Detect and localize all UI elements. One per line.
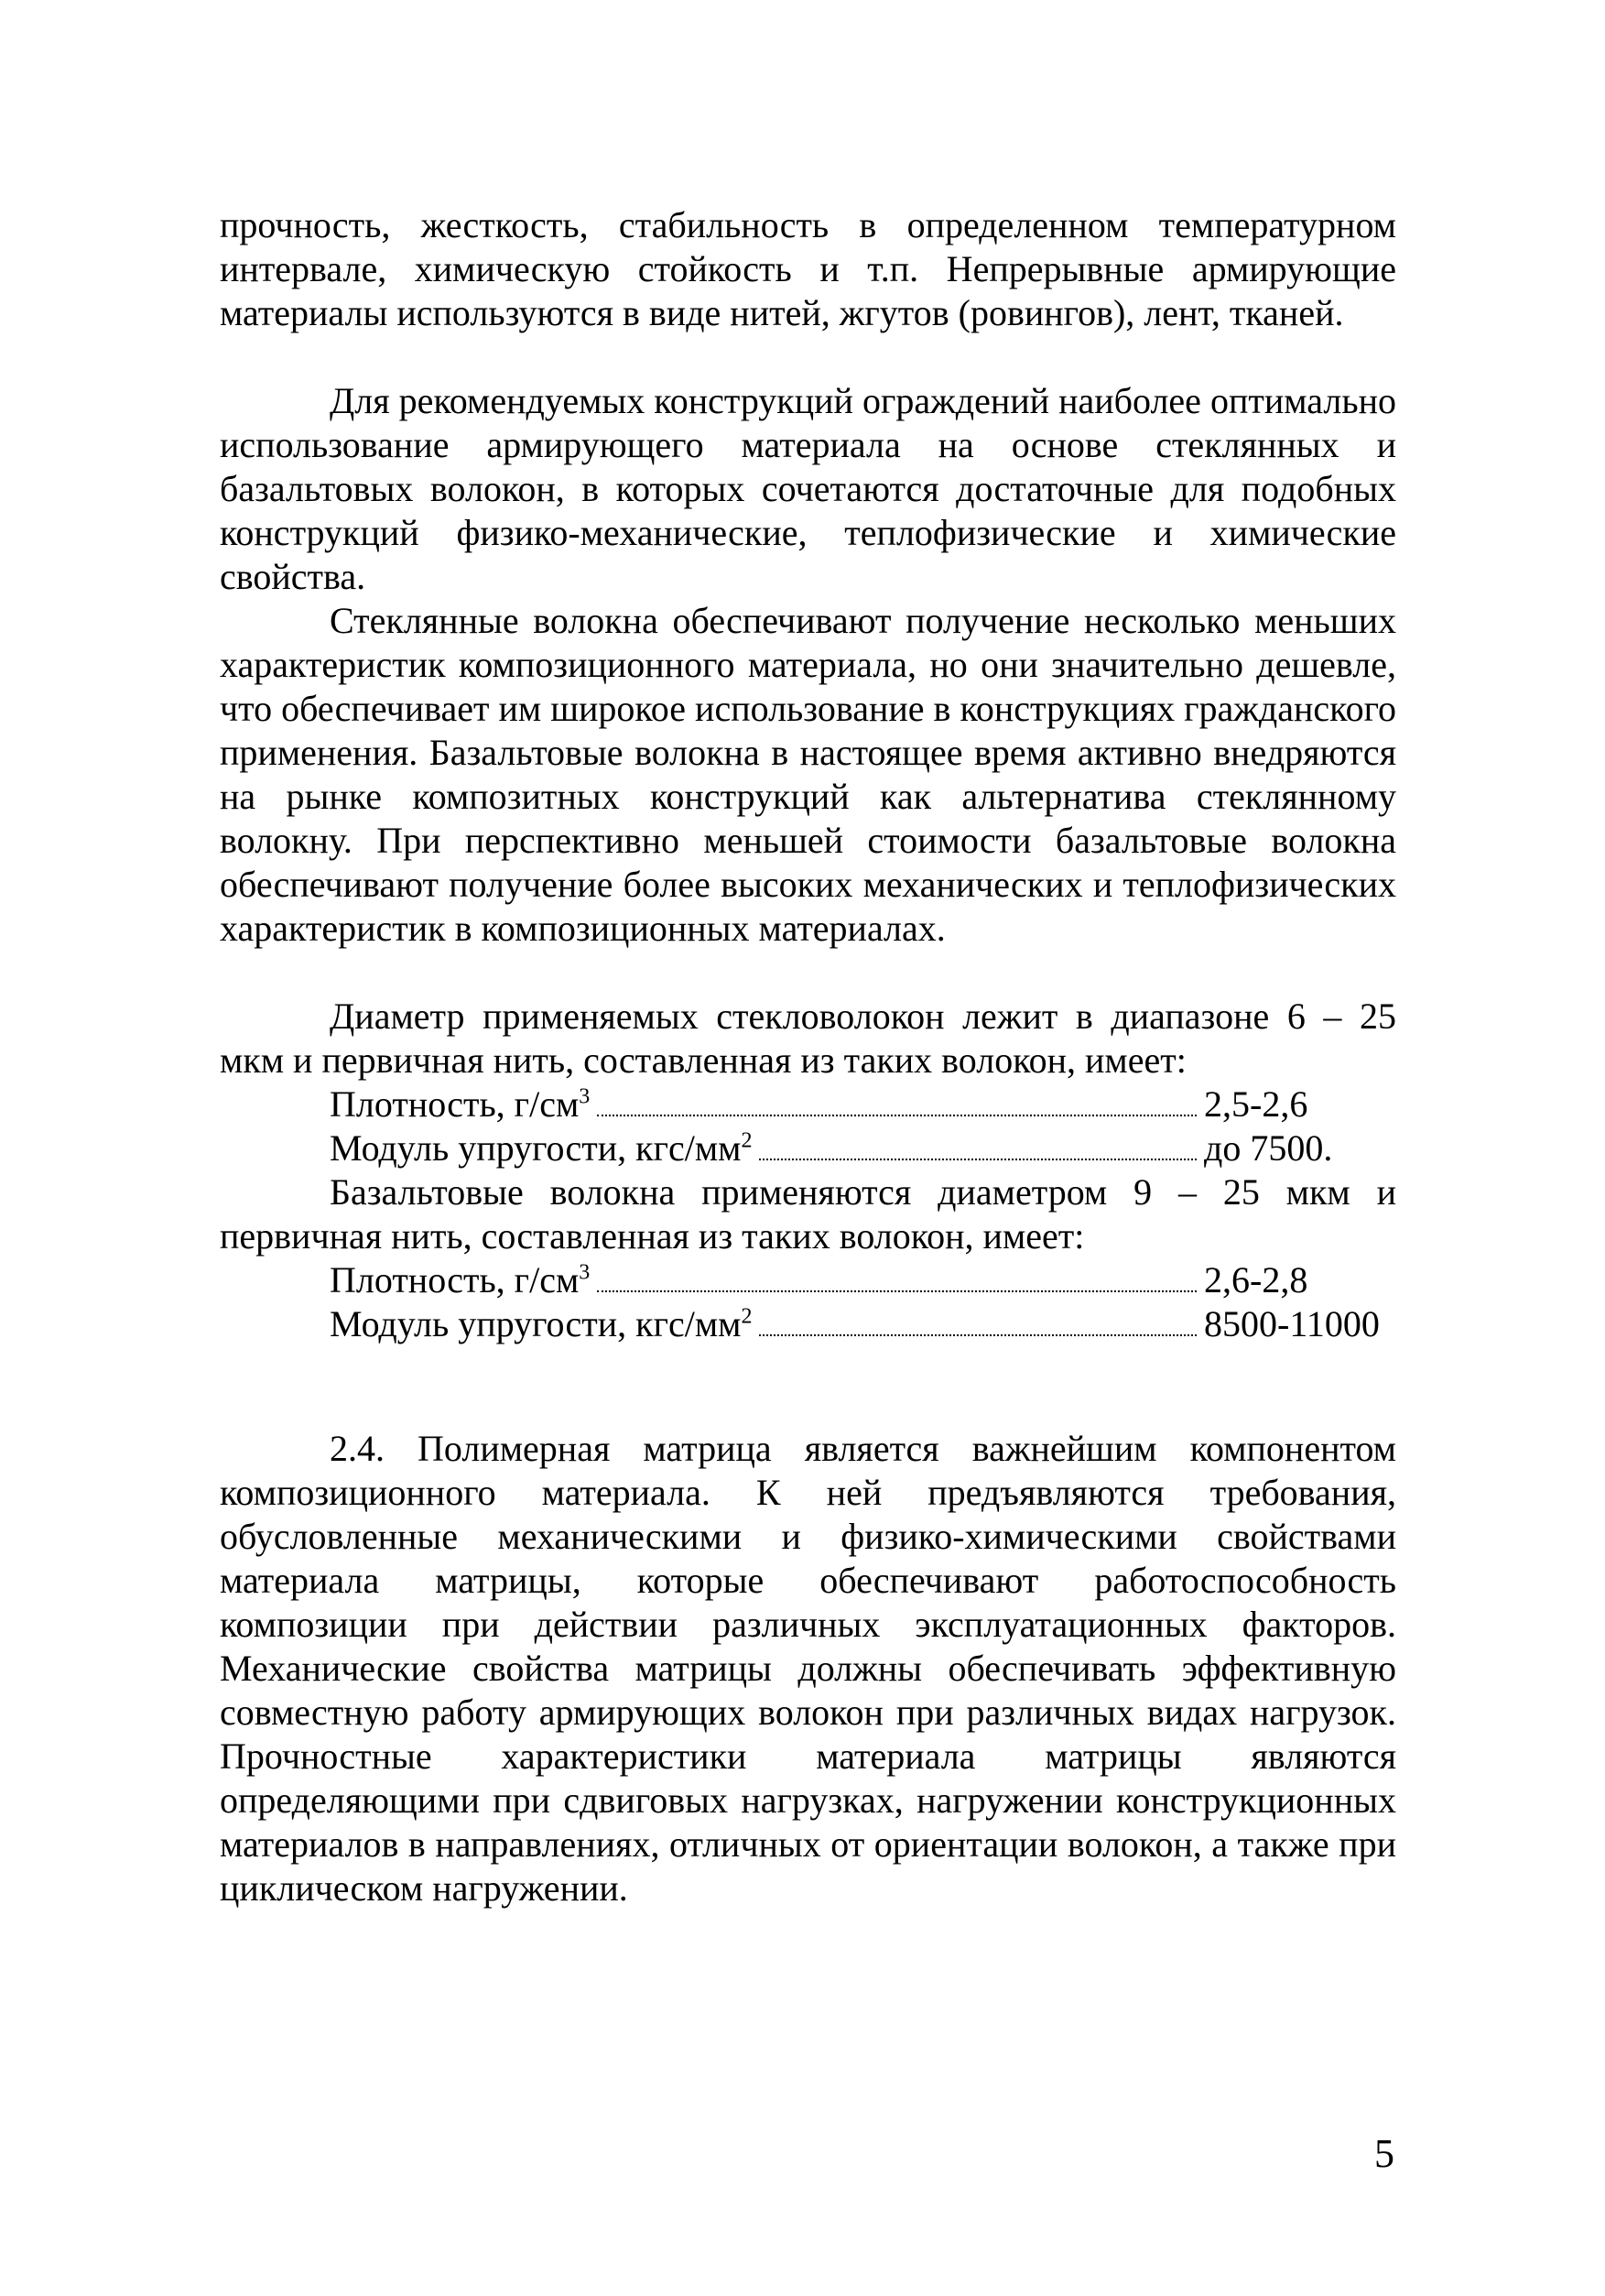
paragraph-glass-fiber-diameter [220, 995, 1396, 1083]
spec-label: Плотность, $г/см^3$ [330, 1083, 591, 1125]
paragraph-text: прочность, жесткость, стабильность в определенном температурном интервале, химическую стойкость и т.п. Непрерывные армирующие материалы используются в виде нитей, жгутов (ровингов), лент, тканей. [220, 204, 1396, 333]
spec-value: 2,5-2,6 [1204, 1083, 1308, 1125]
spec-label: Плотность, $г/см^3$ [330, 1259, 591, 1300]
paragraph-continuation [220, 203, 1396, 335]
paragraph-basalt-fiber-diameter [220, 1170, 1396, 1258]
spec-value: до 7500. [1204, 1127, 1333, 1169]
dot-leader [759, 1158, 1197, 1160]
spec-label: Модуль упругости, кгс/$мм^2$ [330, 1127, 753, 1169]
page-number: 5 [1374, 2131, 1394, 2176]
spec-basalt-density [330, 1258, 1396, 1302]
paragraph-text: Базальтовые волокна применяются диаметром 9 – 25 мкм и первичная нить, составленная из таких волокон, имеет: [220, 1171, 1396, 1257]
paragraph-text: Для рекомендуемых конструкций ограждений наиболее оптимально использование армирующего материала на основе стеклянных и базальтовых волокон, в которых сочетаются достаточные для подобных конструкций физико-механические, теплофизические и химические свойства. [220, 380, 1396, 597]
spec-value: 2,6-2,8 [1204, 1259, 1308, 1300]
spec-glass-density [330, 1083, 1396, 1126]
paragraph-reinforcement [220, 379, 1396, 599]
paragraph-text: Диаметр применяемых стекловолокон лежит в диапазоне 6 – 25 мкм и первичная нить, составленная из таких волокон, имеет: [220, 996, 1396, 1081]
paragraph-fibers [220, 599, 1396, 951]
dot-leader [597, 1289, 1197, 1292]
dot-leader [597, 1114, 1197, 1116]
spec-value: 8500-11000 [1204, 1303, 1380, 1344]
spec-basalt-modulus [330, 1302, 1396, 1346]
spec-glass-modulus [330, 1126, 1396, 1170]
paragraph-text: 2.4. Полимерная матрица является важнейшим компонентом композиционного материала. К ней предъявляются требования, обусловленные механическими и физико-химическими свойствами материала матрицы, которые обеспечивают работоспособность композиции при действии различных эксплуатационных факторов. Механические свойства матрицы должны обеспечивать эффективную совместную работу армирующих волокон при различных видах нагрузок. Прочностные характеристики материала матрицы являются определяющими при сдвиговых нагрузках, нагружении конструкционных материалов в направлениях, отличных от ориентации волокон, а также при циклическом нагружении. [220, 1428, 1396, 1909]
spec-label: Модуль упругости, кгс/$мм^2$ [330, 1303, 753, 1344]
dot-leader [759, 1333, 1197, 1336]
paragraph-text: Стеклянные волокна обеспечивают получение несколько меньших характеристик композиционного материала, но они значительно дешевле, что обеспечивает им широкое использование в конструкциях гражданского применения. Базальтовые волокна в настоящее время активно внедряются на рынке композитных конструкций как альтернатива стеклянному волокну. При перспективно меньшей стоимости базальтовые волокна обеспечивают получение более высоких механических и теплофизических характеристик в композиционных материалах. [220, 600, 1396, 949]
paragraph-polymer-matrix [220, 1427, 1396, 1910]
